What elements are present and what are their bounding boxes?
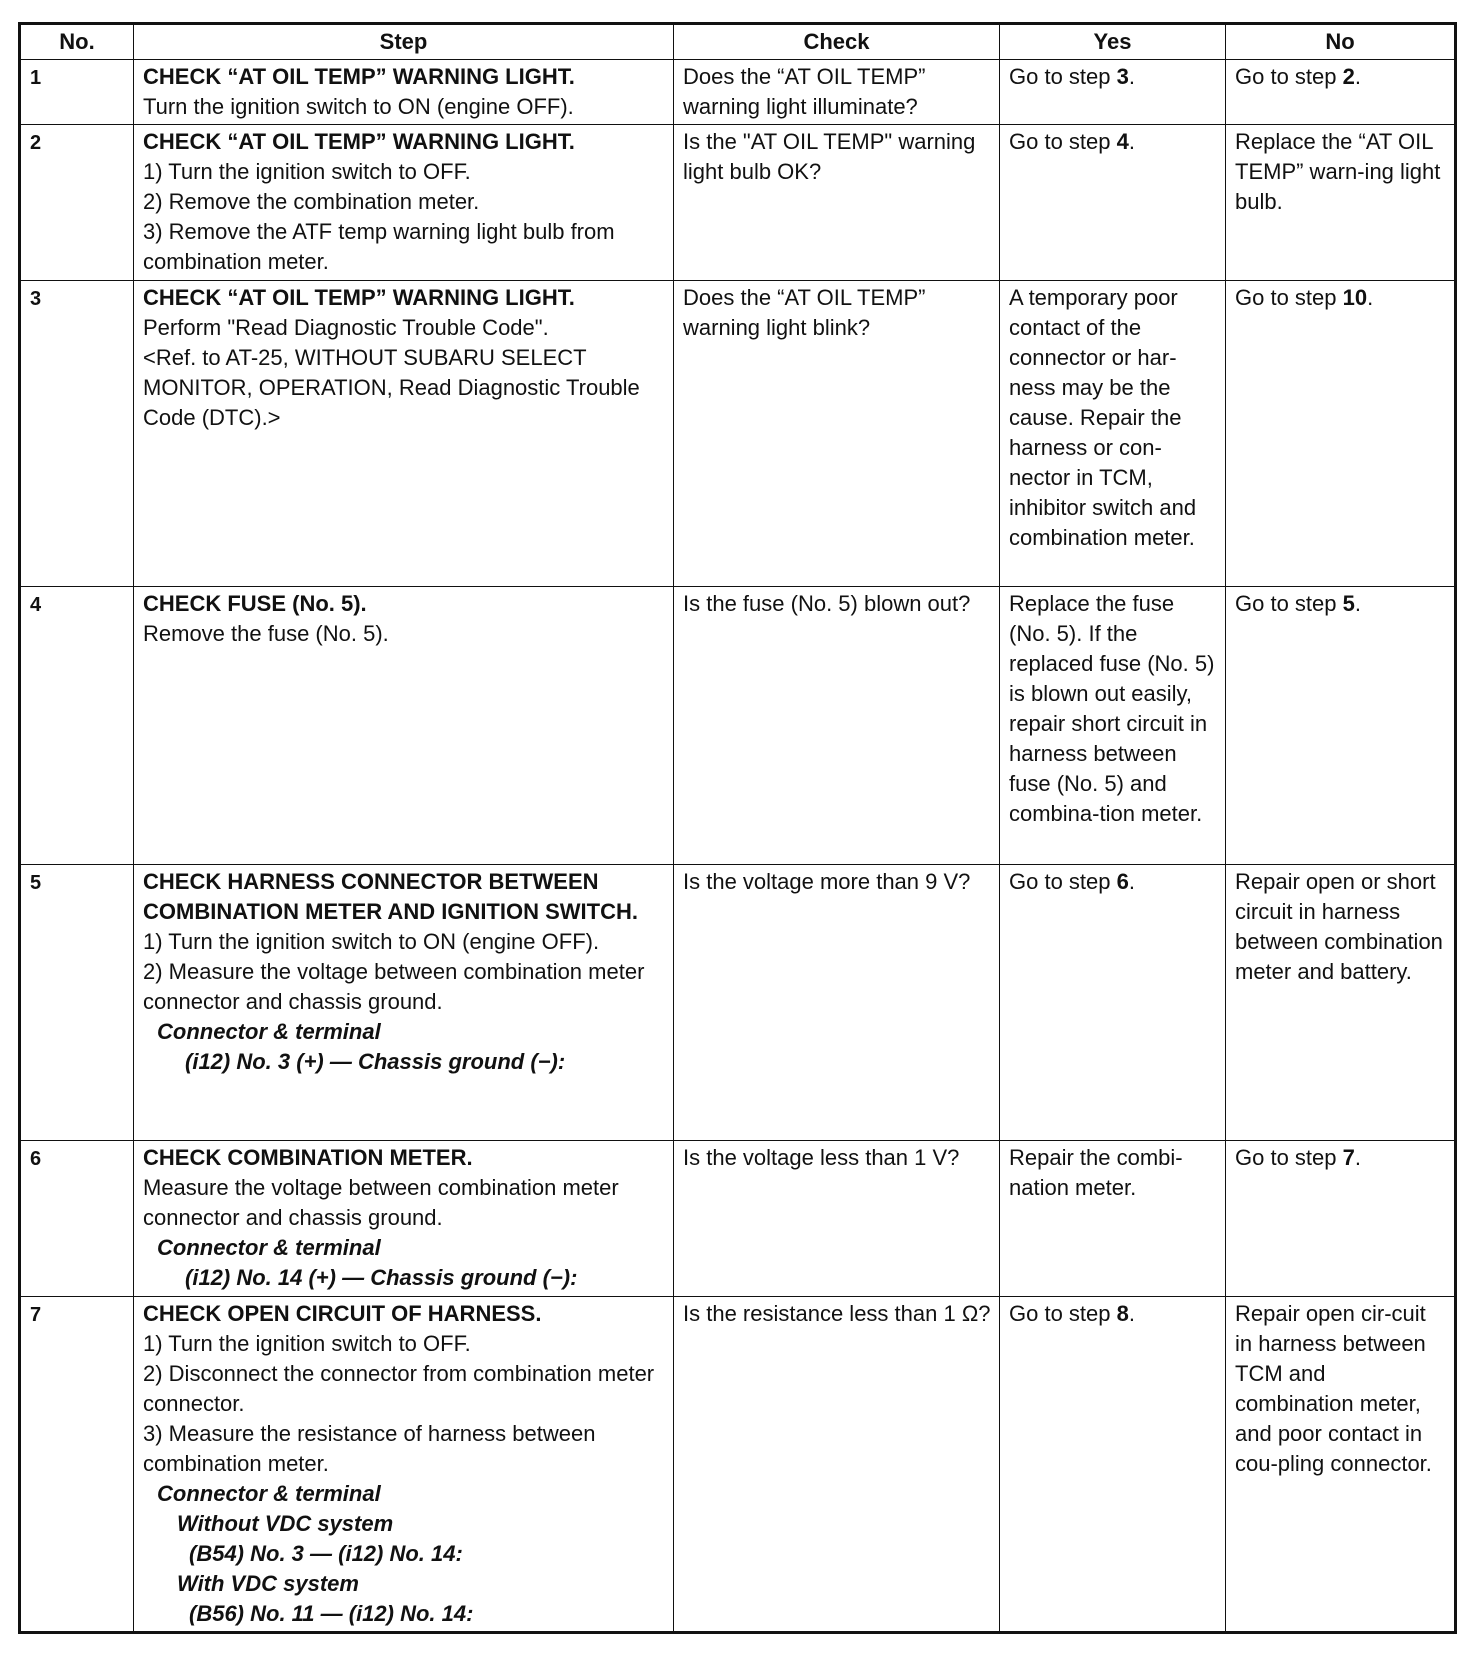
connector-terminal: (B54) No. 3 — (i12) No. 14: [189,1541,463,1566]
header-no: No. [20,24,134,60]
no-cell: Go to step 7. [1226,1141,1456,1297]
yes-cell: Go to step 4. [1000,125,1226,281]
header-check: Check [674,24,1000,60]
check-cell: Is the "AT OIL TEMP" warning light bulb OK? [674,125,1000,281]
step-line: 3) Measure the resistance of harness between combination meter. [143,1421,596,1476]
step-line: 3) Remove the ATF temp warning light bulb from combination meter. [143,219,615,274]
table-row [20,60,1456,125]
step-cell [134,587,674,865]
check-cell: Is the resistance less than 1 Ω? [674,1297,1000,1633]
connector-heading: Connector & terminal [157,1019,381,1044]
step-line: <Ref. to AT-25, WITHOUT SUBARU SELECT MONITOR, OPERATION, Read Diagnostic Trouble Code (DTC).> [143,345,640,430]
step-title: CHECK “AT OIL TEMP” WARNING LIGHT. [143,129,575,154]
connector-terminal: (i12) No. 14 (+) — Chassis ground (−): [185,1265,578,1290]
step-number: 5 [20,865,134,1141]
step-line: 1) Turn the ignition switch to ON (engine OFF). [143,929,600,954]
step-title: CHECK HARNESS CONNECTOR BETWEEN COMBINATION METER AND IGNITION SWITCH. [143,869,638,924]
no-cell: Go to step 10. [1226,281,1456,587]
table-row [20,281,1456,587]
connector-heading: Connector & terminal [157,1235,381,1260]
table-row [20,1141,1456,1297]
table-row [20,125,1456,281]
step-number: 2 [20,125,134,281]
step-cell [134,281,674,587]
step-line: Perform "Read Diagnostic Trouble Code". [143,315,549,340]
step-line: 2) Disconnect the connector from combination meter connector. [143,1361,655,1416]
step-title: CHECK COMBINATION METER. [143,1145,473,1170]
check-cell: Does the “AT OIL TEMP” warning light illuminate? [674,60,1000,125]
connector-subheading: Without VDC system [177,1511,394,1536]
table-header-row [20,24,1456,60]
connector-heading: Connector & terminal [157,1481,381,1506]
diagnostic-page [18,22,1454,1634]
connector-terminal: (B56) No. 11 — (i12) No. 14: [189,1601,474,1626]
no-cell: Repair open cir-cuit in harness between TCM and combination meter, and poor contact in cou-pling connector. [1226,1297,1456,1633]
header-no-result: No [1226,24,1456,60]
table-row [20,1297,1456,1633]
step-title: CHECK FUSE (No. 5). [143,591,367,616]
step-number: 6 [20,1141,134,1297]
no-cell: Go to step 5. [1226,587,1456,865]
table-row [20,587,1456,865]
step-title: CHECK “AT OIL TEMP” WARNING LIGHT. [143,64,575,89]
no-cell: Replace the “AT OIL TEMP” warn-ing light bulb. [1226,125,1456,281]
check-cell: Is the voltage less than 1 V? [674,1141,1000,1297]
step-title: CHECK “AT OIL TEMP” WARNING LIGHT. [143,285,575,310]
step-number: 3 [20,281,134,587]
yes-cell: Repair the combi-nation meter. [1000,1141,1226,1297]
yes-cell: Go to step 6. [1000,865,1226,1141]
table-row [20,865,1456,1141]
check-cell: Is the voltage more than 9 V? [674,865,1000,1141]
step-number: 1 [20,60,134,125]
no-cell: Repair open or short circuit in harness between combination meter and battery. [1226,865,1456,1141]
yes-cell: A temporary poor contact of the connector or har-ness may be the cause. Repair the harness or con-nector in TCM, inhibitor switch and combination meter. [1000,281,1226,587]
step-line: 1) Turn the ignition switch to OFF. [143,1331,471,1356]
step-line: Remove the fuse (No. 5). [143,621,389,646]
connector-subheading: With VDC system [177,1571,359,1596]
yes-cell: Go to step 8. [1000,1297,1226,1633]
step-line: 1) Turn the ignition switch to OFF. [143,159,471,184]
diagnostic-table [18,22,1457,1634]
step-number: 7 [20,1297,134,1633]
check-cell: Does the “AT OIL TEMP” warning light blink? [674,281,1000,587]
yes-cell: Replace the fuse (No. 5). If the replaced fuse (No. 5) is blown out easily, repair short circuit in harness between fuse (No. 5) and combina-tion meter. [1000,587,1226,865]
step-line: 2) Remove the combination meter. [143,189,480,214]
yes-cell: Go to step 3. [1000,60,1226,125]
step-title: CHECK OPEN CIRCUIT OF HARNESS. [143,1301,542,1326]
check-cell: Is the fuse (No. 5) blown out? [674,587,1000,865]
step-cell [134,1297,674,1633]
step-cell [134,60,674,125]
connector-terminal: (i12) No. 3 (+) — Chassis ground (−): [185,1049,566,1074]
step-line: 2) Measure the voltage between combination meter connector and chassis ground. [143,959,645,1014]
step-number: 4 [20,587,134,865]
step-cell [134,865,674,1141]
step-line: Measure the voltage between combination meter connector and chassis ground. [143,1175,619,1230]
step-cell [134,1141,674,1297]
no-cell: Go to step 2. [1226,60,1456,125]
header-yes: Yes [1000,24,1226,60]
header-step: Step [134,24,674,60]
step-cell [134,125,674,281]
step-line: Turn the ignition switch to ON (engine OFF). [143,94,574,119]
